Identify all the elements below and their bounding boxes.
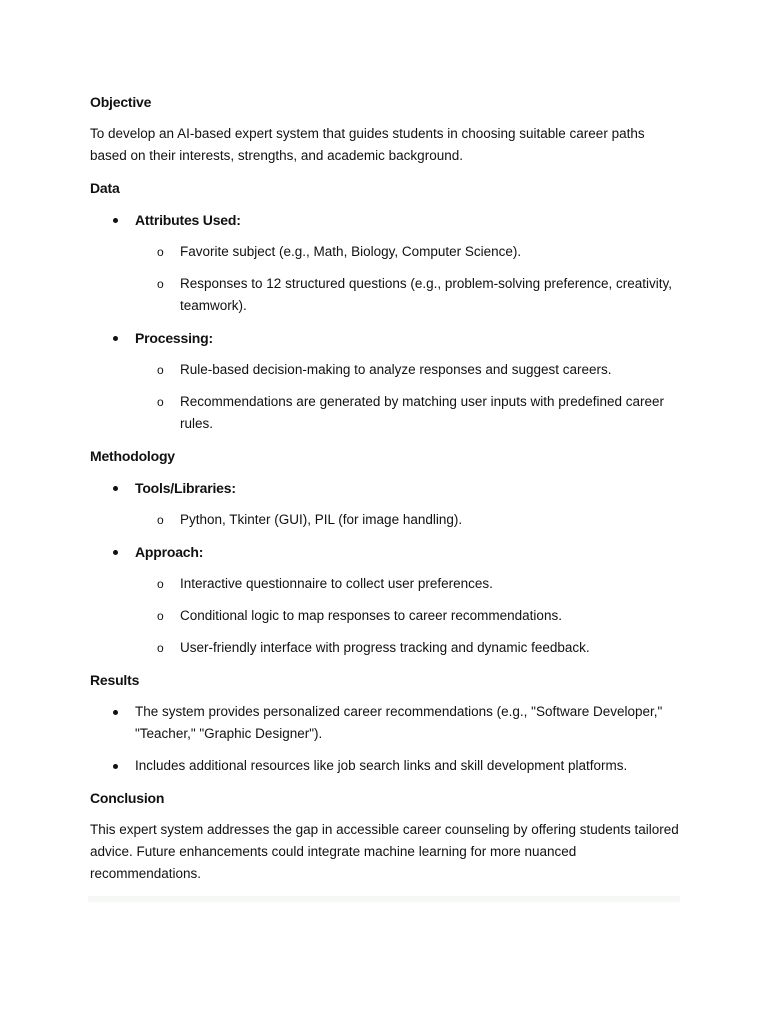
circle-bullet-icon: o [157, 577, 164, 591]
circle-bullet-icon: o [157, 363, 164, 377]
methodology-heading: Methodology [90, 448, 175, 464]
list-item-text: Includes additional resources like job search links and skill development platforms. [135, 758, 628, 773]
data-bullet-processing [90, 327, 680, 435]
bullet-dot-icon [113, 486, 118, 491]
sub-bullet-list [135, 509, 680, 531]
methodology-bullet-tools [90, 477, 680, 531]
results-bullet-list [90, 701, 680, 777]
list-item [135, 573, 680, 595]
bullet-dot-icon [113, 764, 118, 769]
list-item-text: User-friendly interface with progress tracking and dynamic feedback. [180, 640, 590, 655]
faint-divider [88, 896, 680, 902]
circle-bullet-icon: o [157, 395, 164, 409]
list-item [90, 755, 680, 777]
methodology-bullet-list [90, 477, 680, 659]
bullet-label: Attributes Used: [135, 212, 241, 228]
document-body [90, 91, 680, 885]
list-item-text: Rule-based decision-making to analyze responses and suggest careers. [180, 362, 612, 377]
sub-bullet-list [135, 241, 680, 317]
conclusion-text: This expert system addresses the gap in accessible career counseling by offering students tailored advice. Future enhancements could integrate machine learning for more nuanced recommendations. [90, 822, 679, 881]
list-item-text: Interactive questionnaire to collect user preferences. [180, 576, 493, 591]
list-item-text: Conditional logic to map responses to career recommendations. [180, 608, 562, 623]
list-item [135, 273, 680, 317]
data-bullet-attributes [90, 209, 680, 317]
sub-bullet-list [135, 359, 680, 435]
bullet-label: Processing: [135, 330, 213, 346]
circle-bullet-icon: o [157, 245, 164, 259]
list-item [135, 391, 680, 435]
objective-text: To develop an AI-based expert system that guides students in choosing suitable career paths based on their interests, strengths, and academic background. [90, 126, 645, 163]
list-item [135, 605, 680, 627]
list-item-text: The system provides personalized career recommendations (e.g., "Software Developer," "Teacher," "Graphic Designer"). [135, 704, 663, 741]
list-item [90, 701, 680, 745]
results-heading: Results [90, 672, 140, 688]
list-item-text: Recommendations are generated by matching user inputs with predefined career rules. [180, 394, 665, 431]
conclusion-heading: Conclusion [90, 790, 165, 806]
bullet-dot-icon [113, 336, 118, 341]
data-heading: Data [90, 180, 120, 196]
data-bullet-list [90, 209, 680, 435]
bullet-label: Approach: [135, 544, 204, 560]
bullet-dot-icon [113, 218, 118, 223]
list-item-text: Python, Tkinter (GUI), PIL (for image handling). [180, 512, 463, 527]
bullet-label: Tools/Libraries: [135, 480, 236, 496]
sub-bullet-list [135, 573, 680, 659]
list-item [135, 359, 680, 381]
bullet-dot-icon [113, 710, 118, 715]
list-item [135, 637, 680, 659]
list-item-text: Responses to 12 structured questions (e.g., problem-solving preference, creativity, teamwork). [180, 276, 672, 313]
list-item [135, 241, 680, 263]
list-item [135, 509, 680, 531]
bullet-dot-icon [113, 550, 118, 555]
circle-bullet-icon: o [157, 641, 164, 655]
circle-bullet-icon: o [157, 513, 164, 527]
methodology-bullet-approach [90, 541, 680, 659]
circle-bullet-icon: o [157, 609, 164, 623]
list-item-text: Favorite subject (e.g., Math, Biology, Computer Science). [180, 244, 522, 259]
objective-heading: Objective [90, 94, 152, 110]
circle-bullet-icon: o [157, 277, 164, 291]
